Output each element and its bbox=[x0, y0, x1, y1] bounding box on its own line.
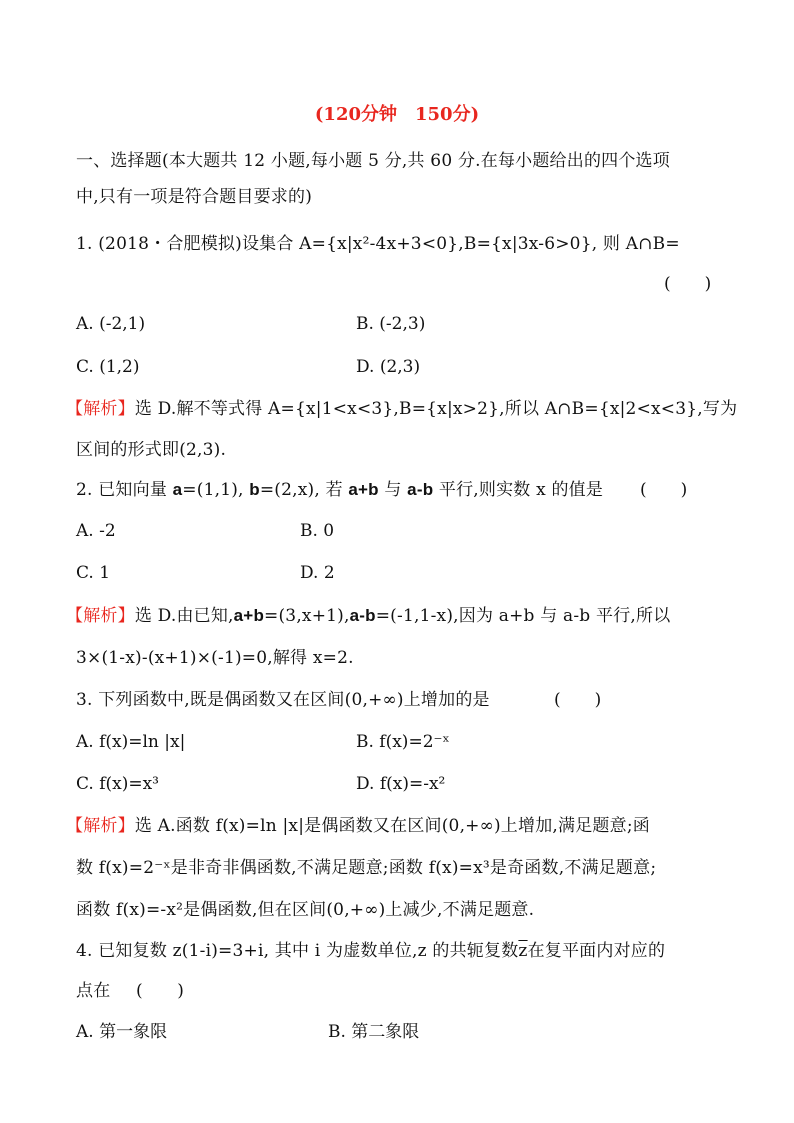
question-4-option-a: A. 第一象限 bbox=[76, 1022, 168, 1042]
conjugate-z: $\overline{z}$ bbox=[518, 941, 528, 961]
question-4-option-b: B. 第二象限 bbox=[328, 1022, 420, 1042]
question-3-option-b: B. f(x)=2⁻ˣ bbox=[356, 732, 450, 752]
analysis-tag: 【解析】 bbox=[66, 606, 135, 626]
vector-sum: a+b bbox=[233, 606, 265, 625]
exam-duration-score: (120分钟 150分) bbox=[314, 104, 480, 125]
question-3-option-d: D. f(x)=-x² bbox=[356, 774, 446, 794]
vector-sum: a+b bbox=[348, 480, 379, 499]
question-4-stem-line-2 bbox=[76, 980, 184, 1002]
vector-diff: a-b bbox=[407, 480, 434, 499]
vector-diff: a-b bbox=[349, 606, 376, 625]
question-3-analysis-line-2: 数 f(x)=2⁻ˣ是非奇非偶函数,不满足题意;函数 f(x)=x³是奇函数,不满足题意; bbox=[76, 858, 657, 878]
question-1-analysis-line-2: 区间的形式即(2,3). bbox=[76, 440, 227, 460]
question-3-stem: 3. 下列函数中,既是偶函数又在区间(0,+∞)上增加的是 bbox=[76, 690, 490, 710]
vector-b: b bbox=[249, 480, 260, 499]
q2-stem-part: =(1,1), bbox=[182, 480, 250, 500]
analysis-text: =(-1,1-x),因为 a+b 与 a-b 平行,所以 bbox=[375, 606, 671, 626]
question-1-option-d: D. (2,3) bbox=[356, 357, 421, 377]
question-1-option-a: A. (-2,1) bbox=[76, 314, 146, 334]
question-3-analysis-line-1 bbox=[66, 815, 650, 837]
question-3-analysis-line-3: 函数 f(x)=-x²是偶函数,但在区间(0,+∞)上减少,不满足题意. bbox=[76, 900, 535, 920]
question-2-analysis-line-1 bbox=[66, 605, 670, 627]
q2-stem-part: 与 bbox=[378, 480, 408, 500]
q2-stem-part: =(2,x), 若 bbox=[259, 480, 349, 500]
question-1-analysis-line-1 bbox=[66, 398, 737, 420]
question-2-option-d: D. 2 bbox=[300, 563, 335, 583]
question-3-option-a: A. f(x)=ln |x| bbox=[76, 732, 186, 752]
q2-stem-part: 平行,则实数 x 的值是 bbox=[433, 480, 604, 500]
question-2-option-b: B. 0 bbox=[300, 521, 335, 541]
question-2-option-c: C. 1 bbox=[76, 563, 111, 583]
analysis-text: 选 D.解不等式得 A={x|1<x<3},B={x|x>2},所以 A∩B={x|2<x<3},写为 bbox=[134, 399, 738, 419]
analysis-text: 选 A.函数 f(x)=ln |x|是偶函数又在区间(0,+∞)上增加,满足题意;函 bbox=[134, 816, 650, 836]
analysis-tag: 【解析】 bbox=[66, 399, 135, 419]
q4-stem-part: 点在 bbox=[76, 981, 111, 1001]
question-2-option-a: A. -2 bbox=[76, 521, 116, 541]
question-3-answer-paren: ( ) bbox=[554, 690, 602, 710]
question-1-option-c: C. (1,2) bbox=[76, 357, 140, 377]
question-2-answer-paren: ( ) bbox=[640, 480, 688, 500]
vector-a: a bbox=[172, 480, 183, 499]
section-instruction-line-1: 一、选择题(本大题共 12 小题,每小题 5 分,共 60 分.在每小题给出的四个选项 bbox=[76, 151, 670, 171]
q4-stem-part: 在复平面内对应的 bbox=[527, 941, 666, 961]
section-instruction-line-2: 中,只有一项是符合题目要求的) bbox=[76, 187, 313, 207]
question-1-option-b: B. (-2,3) bbox=[356, 314, 426, 334]
question-4-answer-paren: ( ) bbox=[136, 981, 185, 1001]
q2-stem-part: 2. 已知向量 bbox=[76, 480, 173, 500]
question-4-stem bbox=[76, 940, 665, 962]
question-1-answer-paren: ( ) bbox=[664, 274, 712, 294]
question-3-option-c: C. f(x)=x³ bbox=[76, 774, 159, 794]
q4-stem-part: 4. 已知复数 z(1-i)=3+i, 其中 i 为虚数单位,z 的共轭复数 bbox=[76, 941, 519, 961]
analysis-text: 选 D.由已知, bbox=[134, 606, 234, 626]
analysis-tag: 【解析】 bbox=[66, 816, 135, 836]
question-1-stem: 1. (2018・合肥模拟)设集合 A={x|x²-4x+3<0},B={x|3x-6>0}, 则 A∩B= bbox=[76, 234, 680, 254]
question-2-analysis-line-2: 3×(1-x)-(x+1)×(-1)=0,解得 x=2. bbox=[76, 648, 354, 668]
question-2-stem bbox=[76, 479, 603, 501]
analysis-text: =(3,x+1), bbox=[264, 606, 350, 626]
